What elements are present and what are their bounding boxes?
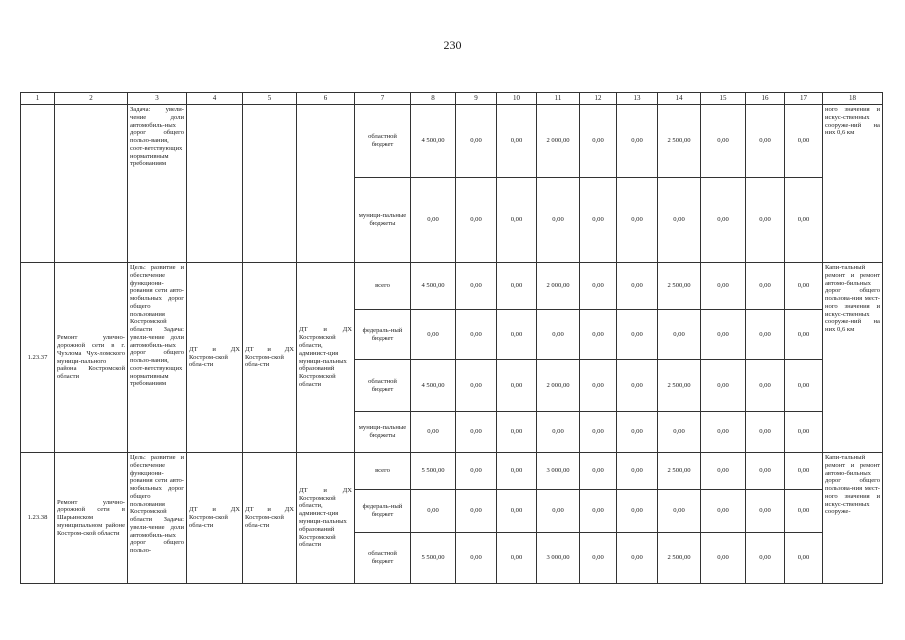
amount-cell: 0,00	[785, 360, 823, 412]
column-header: 17	[785, 93, 823, 105]
table-row	[21, 453, 883, 490]
amount-cell: 0,00	[746, 453, 785, 490]
amount-cell: 0,00	[456, 533, 497, 584]
amount-cell: 0,00	[701, 412, 746, 453]
page-number: 230	[443, 38, 462, 52]
amount-cell: 0,00	[580, 178, 617, 263]
col6-cell	[297, 105, 355, 263]
amount-cell: 0,00	[785, 533, 823, 584]
funding-source: областной бюджет	[355, 533, 411, 584]
column-header: 11	[537, 93, 580, 105]
amount-cell: 0,00	[497, 412, 537, 453]
amount-cell: 0,00	[411, 310, 456, 360]
amount-cell: 2 500,00	[658, 453, 701, 490]
name-cell	[55, 105, 128, 263]
amount-cell: 0,00	[701, 105, 746, 178]
amount-cell: 0,00	[537, 310, 580, 360]
amount-cell: 0,00	[411, 178, 456, 263]
amount-cell: 0,00	[746, 105, 785, 178]
funding-source: всего	[355, 453, 411, 490]
amount-cell: 0,00	[658, 490, 701, 533]
amount-cell: 0,00	[580, 453, 617, 490]
amount-cell: 5 500,00	[411, 453, 456, 490]
amount-cell: 0,00	[701, 360, 746, 412]
amount-cell: 0,00	[497, 178, 537, 263]
header-row	[21, 93, 883, 105]
amount-cell: 0,00	[617, 360, 658, 412]
amount-cell: 0,00	[580, 412, 617, 453]
col6-cell: ДТ и ДХ Костромской области, админист-ция муници-пальных образований Костромской области	[297, 453, 355, 584]
funding-source: всего	[355, 263, 411, 310]
code-cell: 1.23.37	[21, 263, 55, 453]
table-row	[21, 105, 883, 178]
amount-cell: 0,00	[617, 263, 658, 310]
amount-cell: 0,00	[746, 412, 785, 453]
amount-cell: 0,00	[456, 490, 497, 533]
amount-cell: 0,00	[497, 310, 537, 360]
amount-cell: 0,00	[785, 412, 823, 453]
goal-cell: Задача: увели-чение доли автомобиль-ных дорог общего пользо-вания, соот-ветствующих нормативным требованиям	[128, 105, 187, 263]
amount-cell: 4 500,00	[411, 105, 456, 178]
column-header: 5	[243, 93, 297, 105]
col5-cell: ДТ и ДХ Костром-ской обла-сти	[243, 263, 297, 453]
amount-cell: 0,00	[785, 178, 823, 263]
amount-cell: 0,00	[658, 310, 701, 360]
amount-cell: 0,00	[785, 310, 823, 360]
column-header: 13	[617, 93, 658, 105]
column-header: 15	[701, 93, 746, 105]
amount-cell: 2 500,00	[658, 105, 701, 178]
name-cell: Ремонт улично-дорожной сети в г. Чухлома Чух-ломского муници-пального района Костромской области	[55, 263, 128, 453]
col4-cell	[187, 105, 243, 263]
amount-cell: 0,00	[746, 533, 785, 584]
amount-cell: 0,00	[785, 105, 823, 178]
amount-cell: 0,00	[497, 263, 537, 310]
column-header: 3	[128, 93, 187, 105]
column-header: 10	[497, 93, 537, 105]
amount-cell: 2 000,00	[537, 105, 580, 178]
amount-cell: 0,00	[537, 178, 580, 263]
col5-cell	[243, 105, 297, 263]
col6-cell: ДТ и ДХ Костромской области, админист-ция муници-пальных образований Костромской области	[297, 263, 355, 453]
amount-cell: 4 500,00	[411, 263, 456, 310]
result-cell: Капи-тальный ремонт и ремонт автомо-бильных дорог общего пользова-ния мест-ного значения и искус-ственных сооруже-ний на них 0,6 км	[823, 263, 883, 453]
amount-cell: 0,00	[456, 263, 497, 310]
amount-cell: 0,00	[497, 533, 537, 584]
amount-cell: 0,00	[537, 412, 580, 453]
amount-cell: 3 000,00	[537, 453, 580, 490]
amount-cell: 0,00	[701, 263, 746, 310]
name-cell: Ремонт улично-дорожной сети в Шарьинском муниципальном районе Костром-ской области	[55, 453, 128, 584]
amount-cell: 2 500,00	[658, 533, 701, 584]
amount-cell: 0,00	[456, 360, 497, 412]
amount-cell: 0,00	[746, 178, 785, 263]
column-header: 7	[355, 93, 411, 105]
amount-cell: 2 500,00	[658, 263, 701, 310]
amount-cell: 0,00	[617, 533, 658, 584]
amount-cell: 0,00	[537, 490, 580, 533]
program-table	[20, 92, 883, 584]
column-header: 12	[580, 93, 617, 105]
goal-cell: Цель: развитие и обеспечение функциони-рования сети авто-мобильных дорог общего пользования Костромской области Задача: увели-чение доли автомобиль-ных дорог общего пользо-	[128, 453, 187, 584]
amount-cell: 0,00	[497, 360, 537, 412]
column-header: 14	[658, 93, 701, 105]
amount-cell: 0,00	[746, 490, 785, 533]
amount-cell: 0,00	[617, 178, 658, 263]
amount-cell: 0,00	[580, 360, 617, 412]
amount-cell: 2 500,00	[658, 360, 701, 412]
amount-cell: 0,00	[580, 490, 617, 533]
col4-cell: ДТ и ДХ Костром-ской обла-сти	[187, 263, 243, 453]
amount-cell: 0,00	[580, 533, 617, 584]
result-cell: ного значения и искус-ственных сооруже-ний на них 0,6 км	[823, 105, 883, 263]
amount-cell: 0,00	[701, 178, 746, 263]
amount-cell: 0,00	[617, 412, 658, 453]
amount-cell: 0,00	[456, 453, 497, 490]
amount-cell: 0,00	[785, 490, 823, 533]
amount-cell: 0,00	[497, 453, 537, 490]
amount-cell: 0,00	[456, 105, 497, 178]
column-header: 1	[21, 93, 55, 105]
funding-source: федераль-ный бюджет	[355, 310, 411, 360]
amount-cell: 0,00	[580, 263, 617, 310]
amount-cell: 0,00	[785, 263, 823, 310]
funding-source: муници-пальные бюджеты	[355, 178, 411, 263]
amount-cell: 0,00	[658, 178, 701, 263]
amount-cell: 2 000,00	[537, 360, 580, 412]
column-header: 4	[187, 93, 243, 105]
funding-source: областной бюджет	[355, 105, 411, 178]
column-header: 9	[456, 93, 497, 105]
amount-cell: 0,00	[701, 533, 746, 584]
col4-cell: ДТ и ДХ Костром-ской обла-сти	[187, 453, 243, 584]
amount-cell: 0,00	[497, 105, 537, 178]
amount-cell: 0,00	[701, 453, 746, 490]
amount-cell: 0,00	[746, 310, 785, 360]
amount-cell: 0,00	[617, 310, 658, 360]
amount-cell: 0,00	[456, 310, 497, 360]
column-header: 8	[411, 93, 456, 105]
amount-cell: 4 500,00	[411, 360, 456, 412]
funding-source: областной бюджет	[355, 360, 411, 412]
amount-cell: 0,00	[411, 412, 456, 453]
amount-cell: 3 000,00	[537, 533, 580, 584]
amount-cell: 0,00	[701, 310, 746, 360]
funding-source: федераль-ный бюджет	[355, 490, 411, 533]
code-cell	[21, 105, 55, 263]
amount-cell: 0,00	[456, 178, 497, 263]
amount-cell: 0,00	[617, 490, 658, 533]
code-cell: 1.23.38	[21, 453, 55, 584]
column-header: 2	[55, 93, 128, 105]
column-header: 18	[823, 93, 883, 105]
amount-cell: 0,00	[411, 490, 456, 533]
amount-cell: 0,00	[746, 263, 785, 310]
amount-cell: 0,00	[580, 105, 617, 178]
result-cell: Капи-тальный ремонт и ремонт автомо-бильных дорог общего пользова-ния мест-ного значения и искус-ственных сооруже-	[823, 453, 883, 584]
amount-cell: 0,00	[580, 310, 617, 360]
column-header: 6	[297, 93, 355, 105]
amount-cell: 2 000,00	[537, 263, 580, 310]
amount-cell: 0,00	[746, 360, 785, 412]
table-row	[21, 263, 883, 310]
amount-cell: 0,00	[617, 105, 658, 178]
amount-cell: 5 500,00	[411, 533, 456, 584]
amount-cell: 0,00	[785, 453, 823, 490]
column-header: 16	[746, 93, 785, 105]
amount-cell: 0,00	[617, 453, 658, 490]
amount-cell: 0,00	[497, 490, 537, 533]
col5-cell: ДТ и ДХ Костром-ской обла-сти	[243, 453, 297, 584]
amount-cell: 0,00	[701, 490, 746, 533]
funding-source: муници-пальные бюджеты	[355, 412, 411, 453]
amount-cell: 0,00	[658, 412, 701, 453]
amount-cell: 0,00	[456, 412, 497, 453]
goal-cell: Цель: развитие и обеспечение функциони-рования сети авто-мобильных дорог общего пользования Костромской области Задача: увели-чение доли автомобиль-ных дорог общего пользо-вания, соот-ветствующих нормативным требованиям	[128, 263, 187, 453]
